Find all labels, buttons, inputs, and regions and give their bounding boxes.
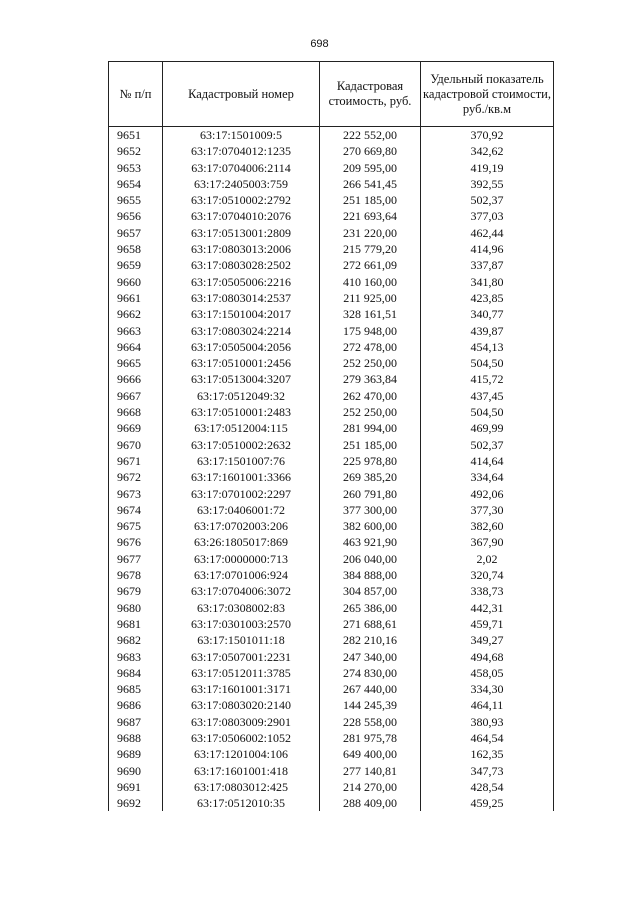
- row-number-cell: 9682: [109, 632, 163, 648]
- cadastral-number-cell: 63:17:0512049:32: [163, 388, 320, 404]
- specific-value-cell: 342,62: [421, 143, 554, 159]
- row-number-cell: 9688: [109, 730, 163, 746]
- table-row: [109, 518, 554, 534]
- cadastral-value-cell: 288 409,00: [320, 795, 421, 811]
- table-row: [109, 681, 554, 697]
- cadastral-value-cell: 281 975,78: [320, 730, 421, 746]
- row-number-cell: 9657: [109, 225, 163, 241]
- table-row: [109, 225, 554, 241]
- row-number-cell: 9660: [109, 274, 163, 290]
- specific-value-cell: 349,27: [421, 632, 554, 648]
- header-cadastral-number: Кадастровый номер: [163, 62, 320, 127]
- row-number-cell: 9685: [109, 681, 163, 697]
- specific-value-cell: 504,50: [421, 355, 554, 371]
- cadastral-number-cell: 63:17:0513001:2809: [163, 225, 320, 241]
- table-row: [109, 241, 554, 257]
- specific-value-cell: 334,64: [421, 469, 554, 485]
- table-row: [109, 355, 554, 371]
- cadastral-number-cell: 63:17:0803028:2502: [163, 257, 320, 273]
- specific-value-cell: 340,77: [421, 306, 554, 322]
- row-number-cell: 9658: [109, 241, 163, 257]
- table-row: [109, 632, 554, 648]
- table-row: [109, 453, 554, 469]
- cadastral-number-cell: 63:17:0704006:2114: [163, 160, 320, 176]
- cadastral-number-cell: 63:17:0803013:2006: [163, 241, 320, 257]
- specific-value-cell: 377,30: [421, 502, 554, 518]
- table-header-row: [109, 62, 554, 127]
- cadastral-value-cell: 252 250,00: [320, 355, 421, 371]
- specific-value-cell: 469,99: [421, 420, 554, 436]
- row-number-cell: 9684: [109, 665, 163, 681]
- cadastral-value-cell: 271 688,61: [320, 616, 421, 632]
- cadastral-number-cell: 63:17:0510001:2483: [163, 404, 320, 420]
- cadastral-value-cell: 410 160,00: [320, 274, 421, 290]
- table-row: [109, 208, 554, 224]
- cadastral-value-cell: 274 830,00: [320, 665, 421, 681]
- row-number-cell: 9673: [109, 486, 163, 502]
- cadastral-number-cell: 63:17:1601001:418: [163, 763, 320, 779]
- cadastral-number-cell: 63:17:0513004:3207: [163, 371, 320, 387]
- table-row: [109, 306, 554, 322]
- cadastral-value-cell: 265 386,00: [320, 600, 421, 616]
- table-row: [109, 795, 554, 811]
- row-number-cell: 9668: [109, 404, 163, 420]
- row-number-cell: 9687: [109, 714, 163, 730]
- cadastral-number-cell: 63:17:1201004:106: [163, 746, 320, 762]
- row-number-cell: 9665: [109, 355, 163, 371]
- specific-value-cell: 382,60: [421, 518, 554, 534]
- cadastral-value-cell: 252 250,00: [320, 404, 421, 420]
- cadastral-number-cell: 63:17:0506002:1052: [163, 730, 320, 746]
- table-row: [109, 143, 554, 159]
- cadastral-number-cell: 63:17:0512010:35: [163, 795, 320, 811]
- cadastral-number-cell: 63:17:1501004:2017: [163, 306, 320, 322]
- specific-value-cell: 428,54: [421, 779, 554, 795]
- cadastral-value-cell: 215 779,20: [320, 241, 421, 257]
- table-row: [109, 160, 554, 176]
- cadastral-number-cell: 63:17:1601001:3171: [163, 681, 320, 697]
- table-row: [109, 534, 554, 550]
- cadastral-value-cell: 225 978,80: [320, 453, 421, 469]
- row-number-cell: 9674: [109, 502, 163, 518]
- specific-value-cell: 414,64: [421, 453, 554, 469]
- cadastral-number-cell: 63:17:0803024:2214: [163, 323, 320, 339]
- row-number-cell: 9680: [109, 600, 163, 616]
- cadastral-value-cell: 209 595,00: [320, 160, 421, 176]
- table-row: [109, 502, 554, 518]
- row-number-cell: 9686: [109, 697, 163, 713]
- row-number-cell: 9692: [109, 795, 163, 811]
- cadastral-value-cell: 214 270,00: [320, 779, 421, 795]
- specific-value-cell: 502,37: [421, 437, 554, 453]
- table-row: [109, 600, 554, 616]
- specific-value-cell: 2,02: [421, 551, 554, 567]
- specific-value-cell: 419,19: [421, 160, 554, 176]
- specific-value-cell: 464,54: [421, 730, 554, 746]
- cadastral-number-cell: 63:17:0512011:3785: [163, 665, 320, 681]
- specific-value-cell: 437,45: [421, 388, 554, 404]
- cadastral-value-cell: 377 300,00: [320, 502, 421, 518]
- table-row: [109, 746, 554, 762]
- cadastral-number-cell: 63:17:0803009:2901: [163, 714, 320, 730]
- cadastral-number-cell: 63:17:1501009:5: [163, 127, 320, 144]
- row-number-cell: 9666: [109, 371, 163, 387]
- table-row: [109, 420, 554, 436]
- cadastral-value-cell: 282 210,16: [320, 632, 421, 648]
- cadastral-value-cell: 266 541,45: [320, 176, 421, 192]
- cadastral-number-cell: 63:17:0505006:2216: [163, 274, 320, 290]
- row-number-cell: 9670: [109, 437, 163, 453]
- cadastral-number-cell: 63:17:0704010:2076: [163, 208, 320, 224]
- table-row: [109, 192, 554, 208]
- cadastral-number-cell: 63:17:0505004:2056: [163, 339, 320, 355]
- table-row: [109, 176, 554, 192]
- page-number: 698: [310, 38, 329, 50]
- specific-value-cell: 377,03: [421, 208, 554, 224]
- table-row: [109, 779, 554, 795]
- cadastral-number-cell: 63:17:0702003:206: [163, 518, 320, 534]
- row-number-cell: 9677: [109, 551, 163, 567]
- cadastral-value-cell: 221 693,64: [320, 208, 421, 224]
- specific-value-cell: 162,35: [421, 746, 554, 762]
- row-number-cell: 9651: [109, 127, 163, 144]
- row-number-cell: 9683: [109, 649, 163, 665]
- specific-value-cell: 442,31: [421, 600, 554, 616]
- table-row: [109, 649, 554, 665]
- cadastral-number-cell: 63:17:0704012:1235: [163, 143, 320, 159]
- table-row: [109, 567, 554, 583]
- cadastral-number-cell: 63:17:0512004:115: [163, 420, 320, 436]
- cadastral-value-cell: 231 220,00: [320, 225, 421, 241]
- table-row: [109, 486, 554, 502]
- specific-value-cell: 464,11: [421, 697, 554, 713]
- cadastral-value-cell: 269 385,20: [320, 469, 421, 485]
- table-row: [109, 583, 554, 599]
- row-number-cell: 9675: [109, 518, 163, 534]
- table-row: [109, 714, 554, 730]
- cadastral-value-cell: 251 185,00: [320, 192, 421, 208]
- row-number-cell: 9655: [109, 192, 163, 208]
- specific-value-cell: 459,71: [421, 616, 554, 632]
- specific-value-cell: 462,44: [421, 225, 554, 241]
- cadastral-value-cell: 279 363,84: [320, 371, 421, 387]
- cadastral-value-cell: 247 340,00: [320, 649, 421, 665]
- cadastral-value-cell: 222 552,00: [320, 127, 421, 144]
- row-number-cell: 9653: [109, 160, 163, 176]
- cadastral-number-cell: 63:17:1601001:3366: [163, 469, 320, 485]
- cadastral-number-cell: 63:17:1501011:18: [163, 632, 320, 648]
- table-row: [109, 339, 554, 355]
- cadastral-value-cell: 267 440,00: [320, 681, 421, 697]
- row-number-cell: 9689: [109, 746, 163, 762]
- specific-value-cell: 423,85: [421, 290, 554, 306]
- row-number-cell: 9659: [109, 257, 163, 273]
- specific-value-cell: 454,13: [421, 339, 554, 355]
- specific-value-cell: 334,30: [421, 681, 554, 697]
- row-number-cell: 9678: [109, 567, 163, 583]
- cadastral-value-cell: 206 040,00: [320, 551, 421, 567]
- cadastral-number-cell: 63:17:0510001:2456: [163, 355, 320, 371]
- specific-value-cell: 320,74: [421, 567, 554, 583]
- specific-value-cell: 392,55: [421, 176, 554, 192]
- cadastral-number-cell: 63:17:0301003:2570: [163, 616, 320, 632]
- specific-value-cell: 337,87: [421, 257, 554, 273]
- table-row: [109, 323, 554, 339]
- table-row: [109, 388, 554, 404]
- cadastral-value-cell: 251 185,00: [320, 437, 421, 453]
- table-row: [109, 551, 554, 567]
- row-number-cell: 9691: [109, 779, 163, 795]
- row-number-cell: 9671: [109, 453, 163, 469]
- row-number-cell: 9669: [109, 420, 163, 436]
- cadastral-number-cell: 63:17:0803012:425: [163, 779, 320, 795]
- cadastral-value-cell: 277 140,81: [320, 763, 421, 779]
- row-number-cell: 9676: [109, 534, 163, 550]
- row-number-cell: 9661: [109, 290, 163, 306]
- cadastral-value-cell: 262 470,00: [320, 388, 421, 404]
- cadastral-number-cell: 63:17:0000000:713: [163, 551, 320, 567]
- cadastral-value-cell: 272 478,00: [320, 339, 421, 355]
- specific-value-cell: 458,05: [421, 665, 554, 681]
- row-number-cell: 9652: [109, 143, 163, 159]
- cadastral-value-cell: 382 600,00: [320, 518, 421, 534]
- row-number-cell: 9662: [109, 306, 163, 322]
- row-number-cell: 9679: [109, 583, 163, 599]
- specific-value-cell: 367,90: [421, 534, 554, 550]
- row-number-cell: 9654: [109, 176, 163, 192]
- row-number-cell: 9664: [109, 339, 163, 355]
- specific-value-cell: 459,25: [421, 795, 554, 811]
- specific-value-cell: 415,72: [421, 371, 554, 387]
- cadastral-value-cell: 272 661,09: [320, 257, 421, 273]
- table-row: [109, 665, 554, 681]
- row-number-cell: 9667: [109, 388, 163, 404]
- specific-value-cell: 504,50: [421, 404, 554, 420]
- table-row: [109, 437, 554, 453]
- specific-value-cell: 338,73: [421, 583, 554, 599]
- cadastral-number-cell: 63:26:1805017:869: [163, 534, 320, 550]
- table-row: [109, 469, 554, 485]
- cadastral-value-cell: 649 400,00: [320, 746, 421, 762]
- cadastral-value-cell: 260 791,80: [320, 486, 421, 502]
- row-number-cell: 9656: [109, 208, 163, 224]
- specific-value-cell: 370,92: [421, 127, 554, 144]
- cadastral-value-cell: 328 161,51: [320, 306, 421, 322]
- cadastral-value-cell: 228 558,00: [320, 714, 421, 730]
- table-row: [109, 290, 554, 306]
- table-row: [109, 404, 554, 420]
- table-row: [109, 697, 554, 713]
- cadastral-number-cell: 63:17:0510002:2792: [163, 192, 320, 208]
- cadastral-number-cell: 63:17:0510002:2632: [163, 437, 320, 453]
- cadastral-number-cell: 63:17:0701002:2297: [163, 486, 320, 502]
- table-row: [109, 616, 554, 632]
- table-body: [109, 127, 554, 812]
- table-row: [109, 371, 554, 387]
- row-number-cell: 9681: [109, 616, 163, 632]
- specific-value-cell: 439,87: [421, 323, 554, 339]
- cadastral-number-cell: 63:17:0701006:924: [163, 567, 320, 583]
- row-number-cell: 9663: [109, 323, 163, 339]
- cadastral-value-cell: 281 994,00: [320, 420, 421, 436]
- cadastral-number-cell: 63:17:0803020:2140: [163, 697, 320, 713]
- cadastral-number-cell: 63:17:0406001:72: [163, 502, 320, 518]
- row-number-cell: 9690: [109, 763, 163, 779]
- specific-value-cell: 494,68: [421, 649, 554, 665]
- row-number-cell: 9672: [109, 469, 163, 485]
- table-row: [109, 763, 554, 779]
- specific-value-cell: 347,73: [421, 763, 554, 779]
- table-row: [109, 730, 554, 746]
- header-cadastral-value: Кадастровая стоимость, руб.: [320, 62, 421, 127]
- cadastral-number-cell: 63:17:2405003:759: [163, 176, 320, 192]
- cadastral-value-cell: 211 925,00: [320, 290, 421, 306]
- specific-value-cell: 414,96: [421, 241, 554, 257]
- cadastral-value-cell: 270 669,80: [320, 143, 421, 159]
- specific-value-cell: 380,93: [421, 714, 554, 730]
- specific-value-cell: 492,06: [421, 486, 554, 502]
- specific-value-cell: 341,80: [421, 274, 554, 290]
- cadastral-value-cell: 384 888,00: [320, 567, 421, 583]
- table-row: [109, 274, 554, 290]
- cadastral-number-cell: 63:17:0308002:83: [163, 600, 320, 616]
- cadastral-value-cell: 304 857,00: [320, 583, 421, 599]
- cadastral-value-cell: 144 245,39: [320, 697, 421, 713]
- header-specific-value: Удельный показатель кадастровой стоимости, руб./кв.м: [421, 62, 554, 127]
- cadastral-value-table: [108, 61, 554, 811]
- cadastral-value-cell: 175 948,00: [320, 323, 421, 339]
- header-row-number: № п/п: [109, 62, 163, 127]
- specific-value-cell: 502,37: [421, 192, 554, 208]
- cadastral-value-cell: 463 921,90: [320, 534, 421, 550]
- cadastral-number-cell: 63:17:0803014:2537: [163, 290, 320, 306]
- table-row: [109, 127, 554, 144]
- cadastral-number-cell: 63:17:0507001:2231: [163, 649, 320, 665]
- cadastral-number-cell: 63:17:1501007:76: [163, 453, 320, 469]
- cadastral-number-cell: 63:17:0704006:3072: [163, 583, 320, 599]
- table-row: [109, 257, 554, 273]
